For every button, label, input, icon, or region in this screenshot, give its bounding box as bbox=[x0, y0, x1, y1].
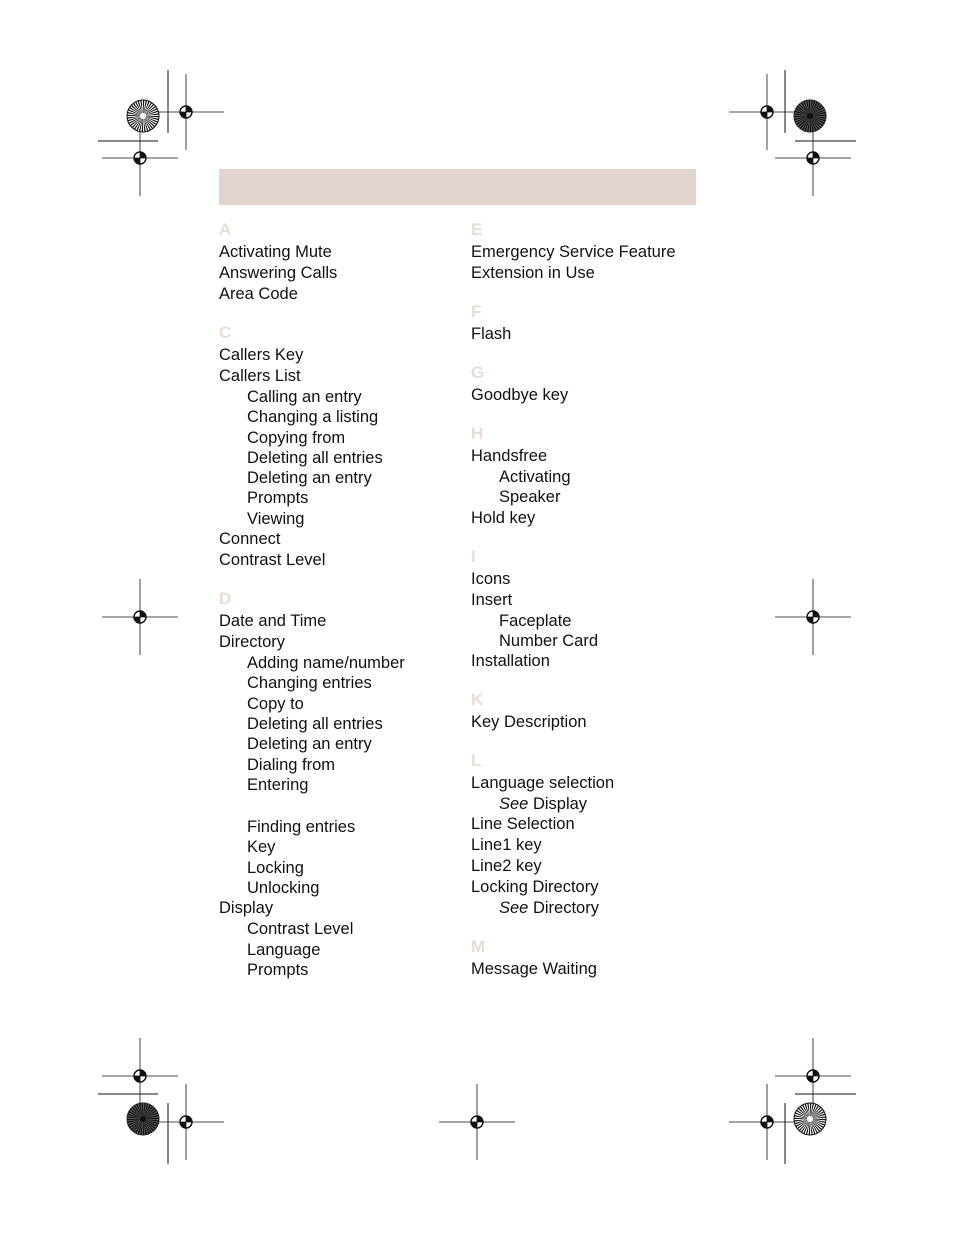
index-subentry: Deleting all entries bbox=[247, 448, 383, 467]
section-letter: L bbox=[471, 751, 482, 771]
registration-target-icon bbox=[148, 1084, 224, 1160]
index-section-g bbox=[471, 361, 711, 406]
index-entry: Message Waiting bbox=[471, 959, 597, 978]
section-letter: A bbox=[219, 220, 232, 239]
index-section-k bbox=[471, 688, 711, 733]
index-subentry: Deleting an entry bbox=[247, 735, 372, 754]
index-subentry: Calling an entry bbox=[247, 388, 362, 406]
see-label: See bbox=[499, 795, 529, 814]
index-subentry: Changing entries bbox=[247, 674, 372, 693]
index-entry: Area Code bbox=[219, 285, 298, 303]
index-subentry-cross-reference bbox=[471, 794, 711, 814]
registration-target-icon bbox=[439, 1084, 515, 1160]
index-subentry: Speaker bbox=[499, 488, 561, 507]
index-entry: Installation bbox=[471, 652, 550, 671]
starburst-print-mark-icon bbox=[794, 1103, 826, 1135]
index-entry: Key Description bbox=[471, 713, 587, 732]
index-subentry: Copy to bbox=[247, 694, 304, 713]
index-entry: Line Selection bbox=[471, 815, 575, 834]
section-letter: K bbox=[471, 690, 484, 710]
index-entry: Display bbox=[219, 899, 274, 918]
registration-target-icon bbox=[102, 1038, 178, 1114]
blank-line bbox=[219, 795, 459, 817]
cross-reference-target: Directory bbox=[532, 899, 599, 918]
index-subentry: Viewing bbox=[247, 509, 305, 528]
index-subentry: Activating bbox=[499, 468, 571, 486]
index-subentry: Dialing from bbox=[247, 755, 336, 774]
index-entry: Hold key bbox=[471, 508, 536, 527]
index-subentry: Entering bbox=[247, 775, 309, 794]
index-entry: Language selection bbox=[471, 774, 615, 793]
see-label: See bbox=[499, 899, 529, 918]
index-entry: Line2 key bbox=[471, 857, 542, 876]
index-entry: Extension in Use bbox=[471, 264, 595, 282]
index-subentry: Locking bbox=[247, 858, 304, 877]
index-subentry: Language bbox=[247, 940, 321, 959]
index-entry: Line1 key bbox=[471, 836, 542, 855]
registration-target-icon bbox=[775, 579, 851, 655]
index-subentry: Adding name/number bbox=[247, 654, 405, 673]
index-entry: Callers Key bbox=[219, 346, 304, 364]
index-entry: Goodbye key bbox=[471, 386, 569, 404]
index-section-i bbox=[471, 545, 711, 673]
registration-target-icon bbox=[729, 74, 805, 150]
index-entry: Contrast Level bbox=[219, 551, 326, 570]
index-subentry: Number Card bbox=[499, 631, 599, 650]
index-subentry-cross-reference bbox=[471, 898, 711, 918]
index-subentry: Key bbox=[247, 838, 276, 857]
index-subentry: Deleting an entry bbox=[247, 469, 372, 488]
index-entry: Flash bbox=[471, 325, 512, 343]
index-subentry: Unlocking bbox=[247, 879, 320, 898]
section-letter: I bbox=[471, 546, 476, 566]
index-section-c bbox=[219, 321, 459, 571]
index-section-a bbox=[219, 218, 459, 305]
index-entry: Callers List bbox=[219, 367, 301, 385]
starburst-print-mark-icon bbox=[127, 1103, 159, 1135]
index-subentry: Changing a listing bbox=[247, 408, 379, 427]
index-section-m bbox=[471, 935, 711, 980]
starburst-print-mark-icon bbox=[127, 100, 159, 132]
index-section-l bbox=[471, 749, 711, 919]
index-entry: Handsfree bbox=[471, 447, 548, 465]
index-entry: Date and Time bbox=[219, 612, 327, 631]
index-subentry: Faceplate bbox=[499, 611, 572, 630]
registration-target-icon bbox=[729, 1084, 805, 1160]
registration-target-icon bbox=[148, 74, 224, 150]
index-entry: Emergency Service Feature bbox=[471, 243, 676, 261]
index-entry: Icons bbox=[471, 569, 511, 588]
cross-reference-target: Display bbox=[532, 795, 588, 814]
section-letter: F bbox=[471, 302, 482, 321]
index-entry: Directory bbox=[219, 633, 286, 652]
index-column-right bbox=[471, 218, 711, 980]
section-letter: H bbox=[471, 424, 484, 443]
index-entry: Locking Directory bbox=[471, 878, 599, 897]
registration-target-icon bbox=[102, 579, 178, 655]
section-letter: D bbox=[219, 589, 232, 609]
starburst-print-mark-icon bbox=[794, 100, 826, 132]
index-subentry: Prompts bbox=[247, 960, 309, 979]
index-entry: Connect bbox=[219, 530, 281, 549]
header-band bbox=[219, 169, 696, 205]
index-column-left bbox=[219, 218, 459, 980]
index-section-d bbox=[219, 587, 459, 980]
index-subentry: Finding entries bbox=[247, 818, 356, 837]
index-entry: Activating Mute bbox=[219, 243, 332, 261]
index-section-f bbox=[471, 300, 711, 345]
index-subentry: Copying from bbox=[247, 428, 346, 447]
index-entry: Insert bbox=[471, 590, 513, 609]
index-subentry: Deleting all entries bbox=[247, 714, 383, 733]
registration-target-icon bbox=[775, 1038, 851, 1114]
section-letter: M bbox=[471, 936, 486, 956]
section-letter: C bbox=[219, 323, 232, 342]
index-entry: Answering Calls bbox=[219, 264, 338, 282]
index-section-e bbox=[471, 218, 711, 284]
index-subentry: Contrast Level bbox=[247, 920, 354, 939]
index-section-h bbox=[471, 422, 711, 529]
section-letter: E bbox=[471, 220, 483, 239]
section-letter: G bbox=[471, 363, 485, 382]
index-subentry: Prompts bbox=[247, 489, 309, 508]
